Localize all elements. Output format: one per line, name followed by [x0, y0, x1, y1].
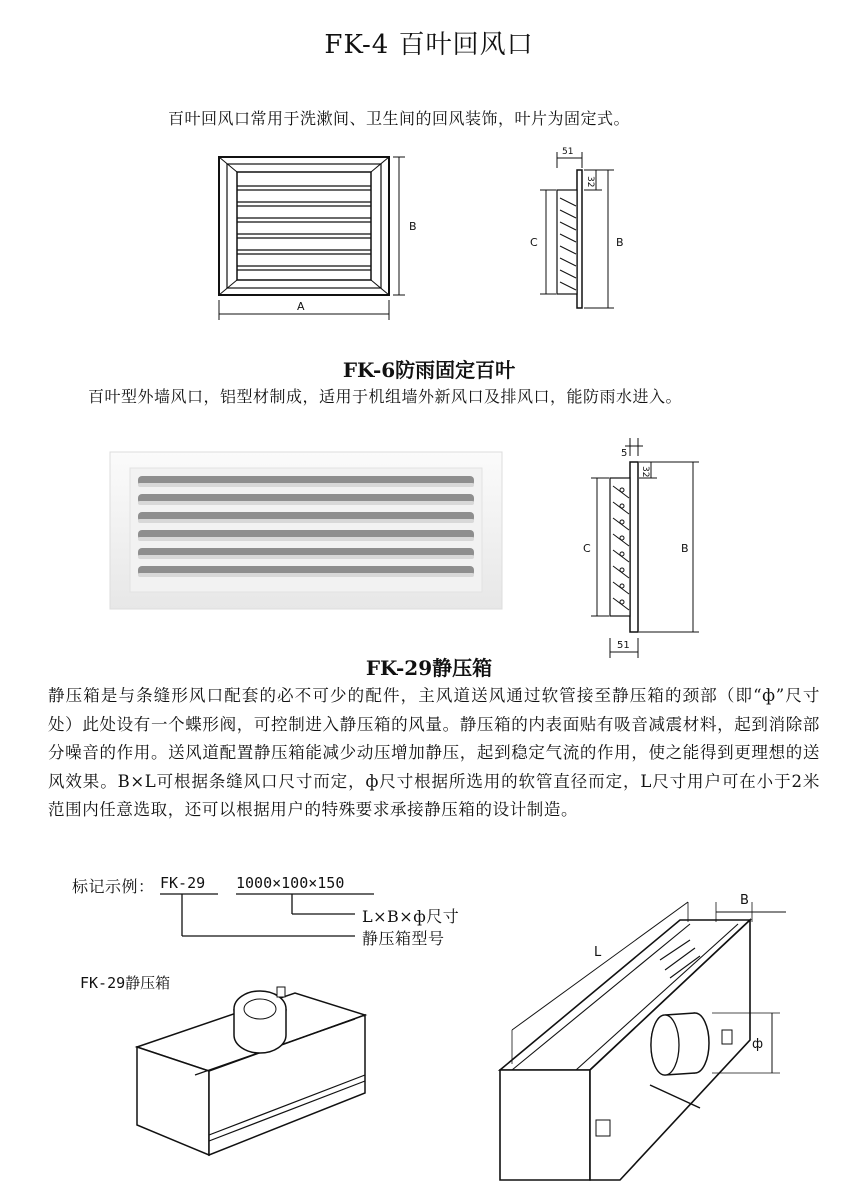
fk4-front-drawing — [205, 150, 430, 325]
fk6-dim-c: C — [583, 542, 591, 555]
fk6-dim-5: 5 — [621, 448, 628, 459]
example-size: 1000×100×150 — [236, 874, 345, 892]
example-leader-lines — [160, 892, 380, 942]
fk29-dim-phi: ф — [752, 1037, 764, 1052]
fk4-dim-32: 32 — [585, 176, 595, 188]
fk29-title: FK-29静压箱 — [365, 656, 493, 680]
legend-model: 静压箱型号 — [362, 929, 445, 948]
fk29-dim-b: B — [740, 893, 749, 908]
example-label: 标记示例： — [72, 877, 155, 896]
drawing-label: FK-29静压箱 — [80, 974, 171, 992]
fk6-dim-b: B — [681, 542, 689, 555]
fk29-dim-l: L — [594, 945, 602, 960]
fk29-box-right-drawing — [490, 880, 820, 1180]
fk4-dim-b-side: B — [616, 236, 624, 249]
fk6-title: FK-6防雨固定百叶 — [342, 358, 516, 382]
fk4-description: 百叶回风口常用于洗漱间、卫生间的回风装饰，叶片为固定式。 — [168, 109, 631, 128]
fk6-grille-photo — [110, 452, 505, 612]
legend-size: L×B×ф尺寸 — [362, 907, 460, 926]
fk6-description: 百叶型外墙风口，铝型材制成，适用于机组墙外新风口及排风口，能防雨水进入。 — [88, 387, 683, 406]
fk6-dim-32: 32 — [640, 466, 650, 478]
fk29-paragraph: 静压箱是与条缝形风口配套的必不可少的配件，主风道送风通过软管接至静压箱的颈部（即“ф”尺寸处）此处设有一个蝶形阀，可控制进入静压箱的风量。静压箱的内表面贴有吸音减震材料，起到消除部分噪音的作用。送风道配置静压箱能减少动压增加静压，起到稳定气流的作用，使之能得到更理想的送风效果。B×L可根据条缝风口尺寸而定，ф尺寸根据所选用的软管直径而定，L尺寸用户可在小于2米范围内任意选取，还可以根据用户的特殊要求承接静压箱的设计制造。 — [48, 686, 820, 819]
fk4-dim-a: A — [297, 300, 305, 313]
example-model: FK-29 — [160, 874, 206, 892]
fk4-dim-c: C — [530, 236, 538, 249]
fk4-dim-b: B — [409, 220, 417, 233]
page-title: FK-4 百叶回风口 — [324, 30, 534, 60]
fk6-dim-51: 51 — [617, 640, 630, 651]
fk4-dim-51: 51 — [562, 147, 574, 157]
fk6-side-drawing — [575, 432, 705, 662]
fk29-box-left-drawing — [125, 975, 385, 1175]
fk4-side-drawing — [522, 140, 642, 320]
